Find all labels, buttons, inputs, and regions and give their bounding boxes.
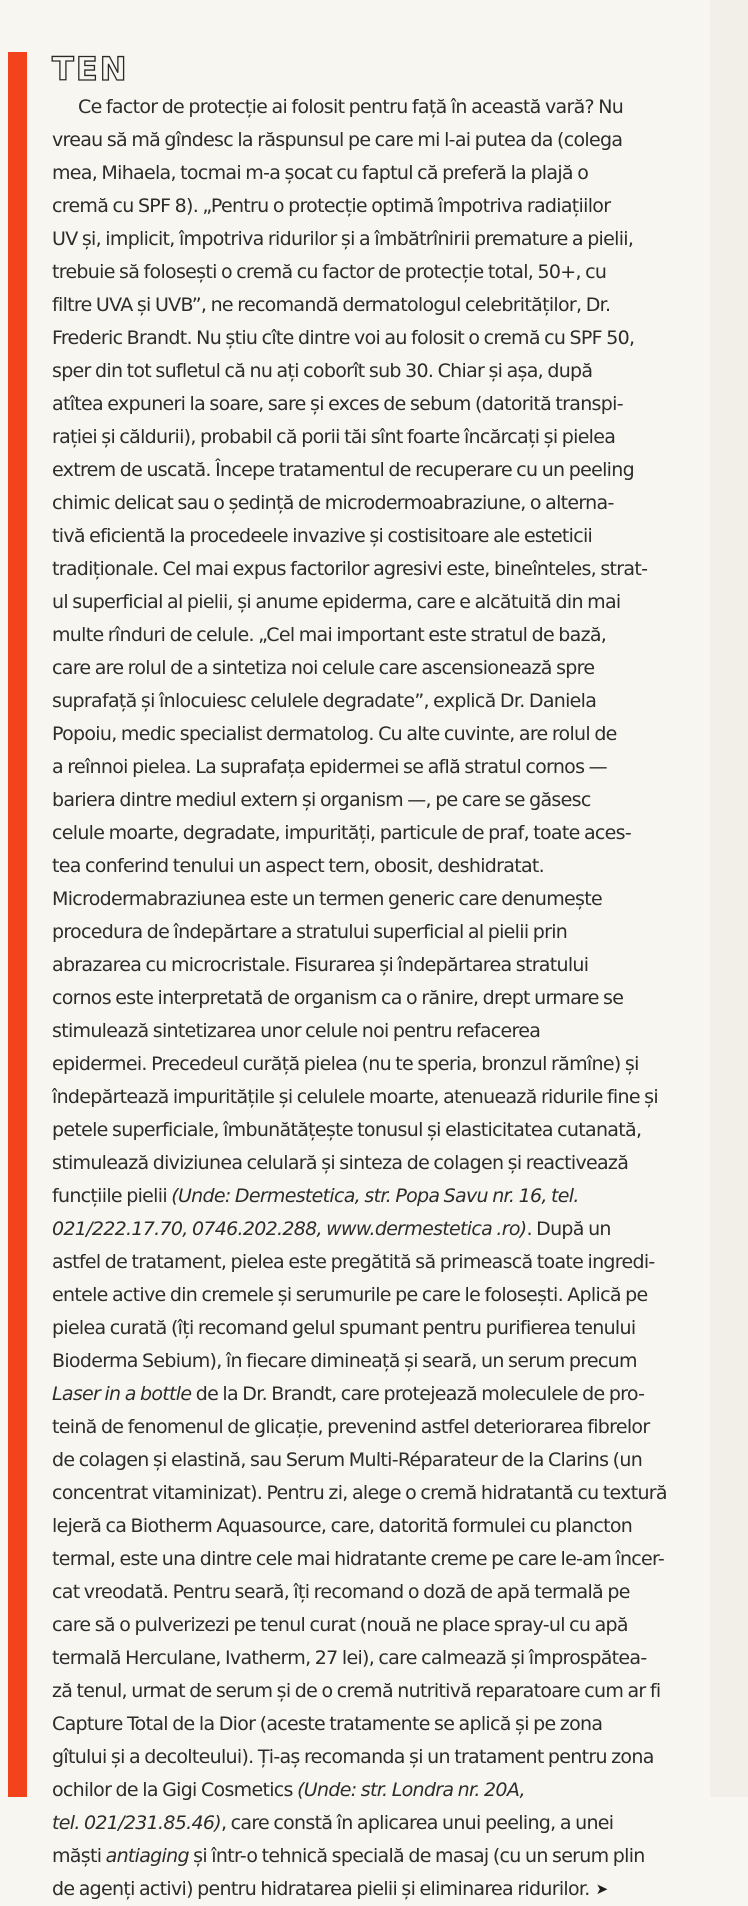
text-line: care să o pulverizezi pe tenul curat (nouă ne place spray-ul cu apă <box>52 1614 628 1636</box>
text-line: bariera dintre mediul extern și organism —, pe care se găsesc <box>52 789 591 811</box>
address-note: (Unde: str. Londra nr. 20A, <box>297 1779 525 1801</box>
text-line: ul superficial al pielii, și anume epiderma, care e alcătuită din mai <box>52 591 621 613</box>
text-line: sper din tot sufletul că nu ați coborît sub 30. Chiar și așa, după <box>52 360 593 382</box>
section-title: TEN <box>52 50 129 88</box>
text-line: celule moarte, degradate, impurități, particule de praf, toate aces- <box>52 822 631 844</box>
text-line: entele active din cremele și serumurile pe care le folosești. Aplică pe <box>52 1284 648 1306</box>
text-line <box>52 1213 710 1246</box>
end-arrow-icon: ➤ <box>595 1880 608 1898</box>
text-line <box>52 1873 710 1906</box>
text-line: multe rînduri de celule. „Cel mai important este stratul de bază, <box>52 624 607 646</box>
text-line: îndepărtează impuritățile și celulele moarte, atenuează ridurile fine și <box>52 1086 658 1108</box>
text-line: mea, Mihaela, tocmai m-a șocat cu faptul că preferă la plajă o <box>52 162 589 184</box>
text-line: extrem de uscată. Începe tratamentul de recuperare cu un peeling <box>52 459 634 481</box>
text-line <box>52 1774 710 1807</box>
text-line: a reînnoi pielea. La suprafața epidermei se află stratul cornos — <box>52 756 607 778</box>
text-line: ză tenul, urmat de serum și de o cremă nutritivă reparatoare cum ar fi <box>52 1680 661 1702</box>
text-line: petele superficiale, îmbunătățește tonusul și elasticitatea cutanată, <box>52 1119 642 1141</box>
text-line: abrazarea cu microcristale. Fisurarea și îndepărtarea stratului <box>52 954 589 976</box>
text-line: lejeră ca Biotherm Aquasource, care, datorită formulei cu plancton <box>52 1515 633 1537</box>
text-line: gîtului și a decolteului). Ți-aș recomanda și un tratament pentru zona <box>52 1746 654 1768</box>
text-line <box>52 1180 710 1213</box>
address-note: tel. 021/231.85.46) <box>52 1812 221 1834</box>
text-line: astfel de tratament, pielea este pregătită să primească toate ingredi- <box>52 1251 655 1273</box>
text-line: rației și căldurii), probabil că porii tăi sînt foarte încărcați și pielea <box>52 426 616 448</box>
text-line: concentrat vitaminizat). Pentru zi, alege o cremă hidratantă cu textură <box>52 1482 667 1504</box>
text-line: UV și, implicit, împotriva ridurilor și a îmbătrînirii premature a pielii, <box>52 228 634 250</box>
text-line: teină de fenomenul de glicație, prevenind astfel deteriorarea fibrelor <box>52 1416 650 1438</box>
text-line: Capture Total de la Dior (aceste tratamente se aplică și pe zona <box>52 1713 603 1735</box>
text-segment: funcțiile pielii <box>52 1185 172 1207</box>
text-line <box>52 1807 710 1840</box>
text-line <box>52 1378 710 1411</box>
text-line: tradiționale. Cel mai expus factorilor agresivi este, bineînteles, strat- <box>52 558 648 580</box>
text-line: trebuie să folosești o cremă cu factor de protecție total, 50+, cu <box>52 261 607 283</box>
red-accent-bar <box>8 52 27 1797</box>
text-line: epidermei. Precedeul curăță pielea (nu te speria, bronzul rămîne) și <box>52 1053 639 1075</box>
text-line: filtre UVA și UVB”, ne recomandă dermatologul celebrităților, Dr. <box>52 294 611 316</box>
text-line: suprafață și înlocuiesc celulele degradate”, explică Dr. Daniela <box>52 690 597 712</box>
text-line: cremă cu SPF 8). „Pentru o protecție optimă împotriva radiațiilor <box>52 195 611 217</box>
product-name: Laser in a bottle <box>52 1383 192 1405</box>
text-line <box>52 1840 710 1873</box>
text-segment: ochilor de la Gigi Cosmetics <box>52 1779 298 1801</box>
text-line: termală Herculane, Ivatherm, 27 lei), care calmează și împrospătea- <box>52 1647 647 1669</box>
text-segment: și într-o tehnică specială de masaj (cu un serum plin <box>188 1845 645 1867</box>
text-line: pielea curată (îți recomand gelul spumant pentru purifierea tenului <box>52 1317 636 1339</box>
text-line: de colagen și elastină, sau Serum Multi-Réparateur de la Clarins (un <box>52 1449 643 1471</box>
text-line: Microdermabraziunea este un termen generic care denumește <box>52 888 602 910</box>
antiaging-term: antiaging <box>105 1845 189 1867</box>
article-body <box>52 91 710 1906</box>
text-line: Ce factor de protecție ai folosit pentru față în această vară? Nu <box>78 96 624 118</box>
text-segment: , care constă în aplicarea unui peeling, a unei <box>220 1812 614 1834</box>
text-line: procedura de îndepărtare a stratului superficial al pielii prin <box>52 921 568 943</box>
text-line: tea conferind tenului un aspect tern, obosit, deshidratat. <box>52 855 544 877</box>
text-segment: . După un <box>526 1218 611 1240</box>
address-note: 021/222.17.70, 0746.202.288, www.dermestetica .ro) <box>52 1218 527 1240</box>
text-line: Frederic Brandt. Nu știu cîte dintre voi au folosit o cremă cu SPF 50, <box>52 327 635 349</box>
text-line: care are rolul de a sintetiza noi celule care ascensionează spre <box>52 657 595 679</box>
text-line: Bioderma Sebium), în fiecare dimineață și seară, un serum precum <box>52 1350 637 1372</box>
text-line: Popoiu, medic specialist dermatolog. Cu alte cuvinte, are rolul de <box>52 723 617 745</box>
text-line: cornos este interpretată de organism ca o rănire, drept urmare se <box>52 987 624 1009</box>
text-line: vreau să mă gîndesc la răspunsul pe care mi l-ai putea da (colega <box>52 129 623 151</box>
text-line: stimulează sintetizarea unor celule noi pentru refacerea <box>52 1020 541 1042</box>
text-segment: de la Dr. Brandt, care protejează moleculele de pro- <box>191 1383 645 1405</box>
text-line: cat vreodată. Pentru seară, îți recomand o doză de apă termală pe <box>52 1581 630 1603</box>
text-line: tivă eficientă la procedeele invazive și costisitoare ale esteticii <box>52 525 593 547</box>
text-segment: de agenți activi) pentru hidratarea pielii și eliminarea ridurilor. <box>52 1878 590 1900</box>
text-line: stimulează diviziunea celulară și sinteza de colagen și reactivează <box>52 1152 629 1174</box>
text-line: chimic delicat sau o ședință de microdermoabraziune, o alterna- <box>52 492 614 514</box>
text-line: atîtea expuneri la soare, sare și exces de sebum (datorită transpi- <box>52 393 623 415</box>
text-line: termal, este una dintre cele mai hidratante creme pe care le-am încer- <box>52 1548 665 1570</box>
text-segment: măști <box>52 1845 106 1867</box>
address-note: (Unde: Dermestetica, str. Popa Savu nr. 16, tel. <box>171 1185 579 1207</box>
adjacent-page-edge <box>710 0 748 1797</box>
